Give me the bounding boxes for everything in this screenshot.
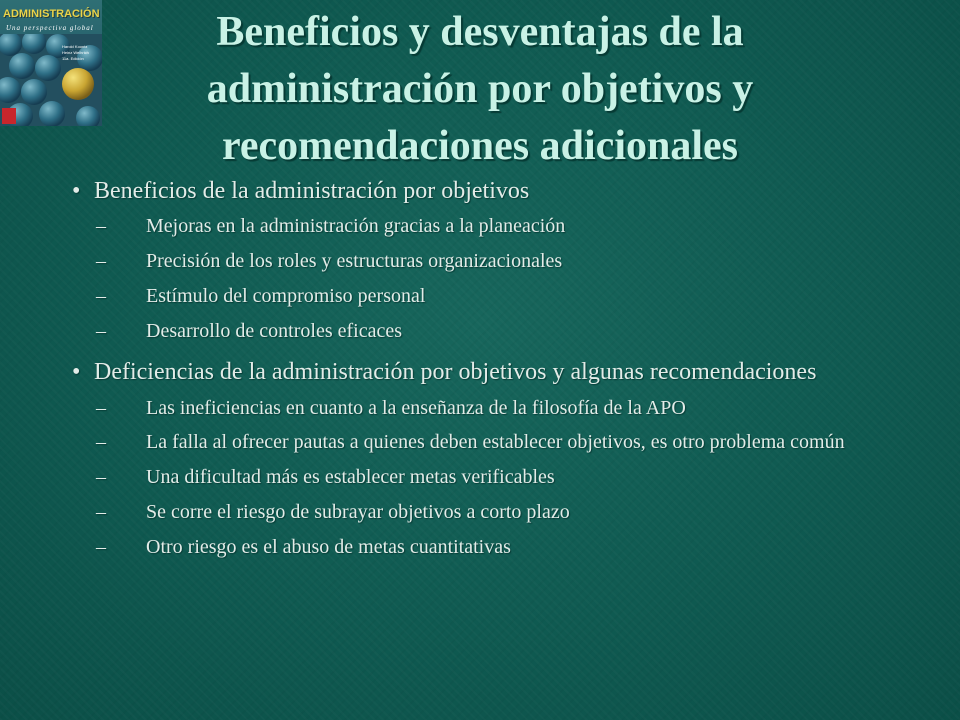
list-item-text: Otro riesgo es el abuso de metas cuantitativas [146,536,511,558]
list-item [96,466,912,489]
slide-title: Beneficios y desventajas de la administración por objetivos y recomendaciones adicionales [206,9,754,169]
bullet-icon: • [72,359,81,385]
section-heading-text: Deficiencias de la administración por objetivos y algunas recomendaciones [94,359,817,385]
dash-icon: – [96,250,106,272]
section-heading [72,178,912,205]
list-item-text: Mejoras en la administración gracias a la planeación [146,215,566,237]
list-item [96,285,912,308]
list-item [96,431,912,454]
list-item-text: Se corre el riesgo de subrayar objetivos a corto plazo [146,501,570,523]
cover-authors [62,44,100,62]
cover-author: Harold Koontz [62,44,88,49]
cover-author: Heinz Weihrich [62,50,89,55]
list-item-text: Desarrollo de controles eficaces [146,320,402,342]
list-item [96,536,912,559]
cover-title: ADMINISTRACIÓN [3,8,100,20]
dash-icon: – [96,215,106,237]
list-item [96,320,912,343]
section-heading-text: Beneficios de la administración por objetivos [94,178,530,204]
bullet-icon: • [72,178,81,204]
section-heading [72,359,912,386]
cover-edition: 11a. Edición [62,56,84,61]
list-item [96,215,912,238]
list-item [96,501,912,524]
list-item-text: Las ineficiencias en cuanto a la enseñanza de la filosofía de la APO [146,397,686,419]
dash-icon: – [96,320,106,342]
list-item-text: Precisión de los roles y estructuras organizacionales [146,250,563,272]
book-cover [0,0,102,126]
list-item-text: Estímulo del compromiso personal [146,285,426,307]
list-item [96,397,912,420]
dash-icon: – [96,285,106,307]
dash-icon: – [96,431,106,453]
list-item-text: La falla al ofrecer pautas a quienes deben establecer objetivos, es otro problema común [146,431,845,453]
dash-icon: – [96,536,106,558]
list-item [96,250,912,273]
dash-icon: – [96,501,106,523]
cover-subtitle: Una perspectiva global [6,24,94,32]
slide-body [72,178,912,559]
list-item-text: Una dificultad más es establecer metas verificables [146,466,555,488]
dash-icon: – [96,397,106,419]
dash-icon: – [96,466,106,488]
